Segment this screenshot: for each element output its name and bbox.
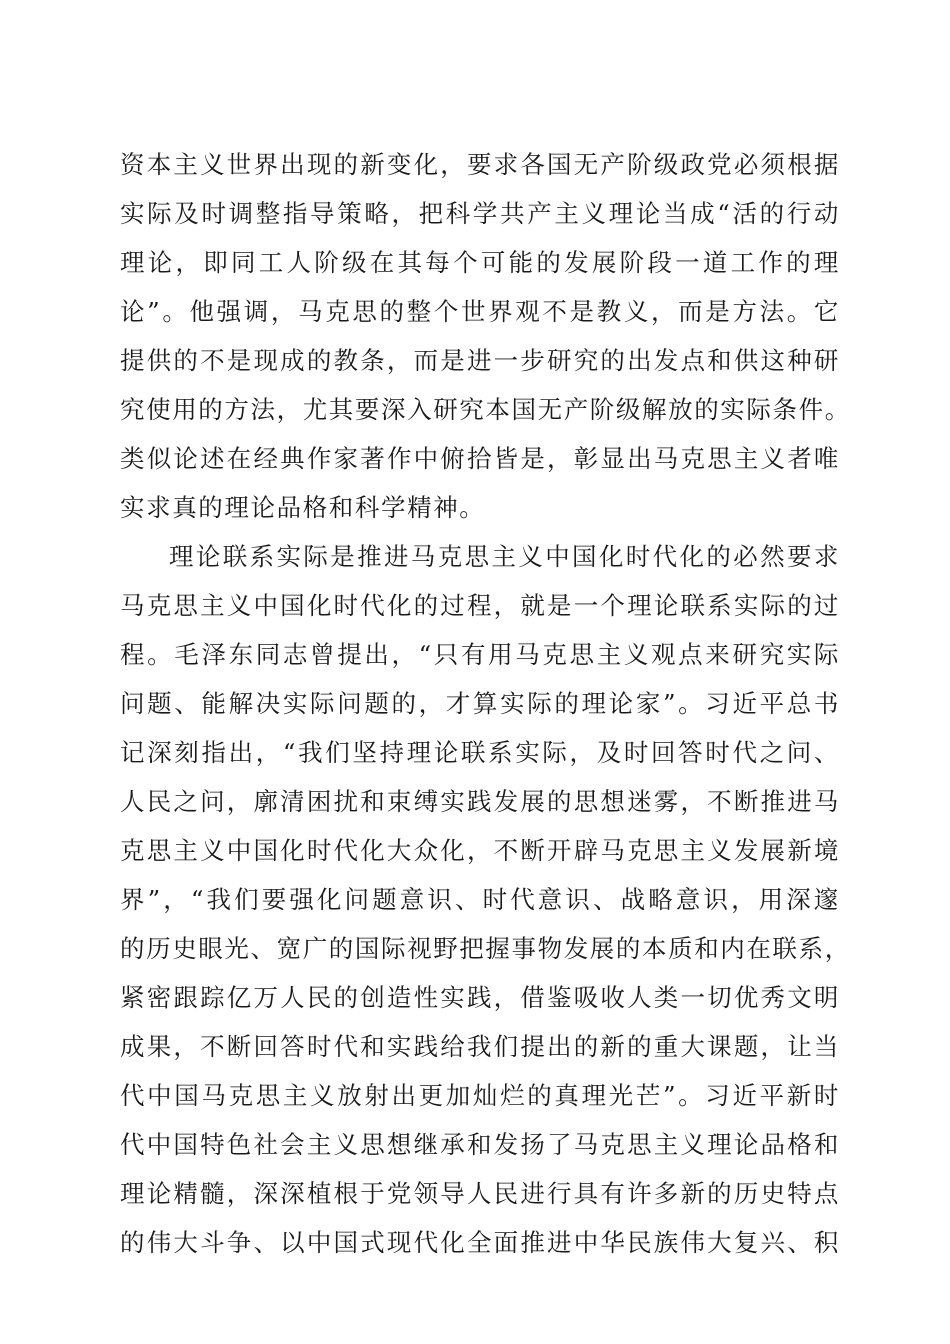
paragraph-2-line-7: 克思主义中国化时代化大众化，不断开辟马克思主义发展新境 bbox=[120, 836, 840, 865]
paragraph-2 bbox=[120, 532, 851, 1267]
paragraph-2-line-5: 记深刻指出，“我们坚持理论联系实际，及时回答时代之问、 bbox=[120, 738, 840, 767]
paragraph-2-line-11: 成果，不断回答时代和实践给我们提出的新的重大课题，让当 bbox=[120, 1032, 840, 1061]
paragraph-1-line-6: 究使用的方法，尤其要深入研究本国无产阶级解放的实际条件。 bbox=[120, 395, 851, 424]
paragraph-2-heading-line: 理论联系实际是推进马克思主义中国化时代化的必然要求 bbox=[169, 542, 840, 571]
paragraph-1-line-1: 资本主义世界出现的新变化，要求各国无产阶级政党必须根据 bbox=[120, 150, 840, 179]
paragraph-1-line-5: 提供的不是现成的教条，而是进一步研究的出发点和供这种研 bbox=[120, 346, 840, 375]
paragraph-1-line-3: 理论，即同工人阶级在其每个可能的发展阶段一道工作的理 bbox=[120, 248, 840, 277]
paragraph-2-line-12: 代中国马克思主义放射出更加灿烂的真理光芒”。习近平新时 bbox=[120, 1081, 840, 1110]
paragraph-2-line-2: 马克思主义中国化时代化的过程，就是一个理论联系实际的过 bbox=[120, 591, 840, 620]
paragraph-1-line-8: 实求真的理论品格和科学精神。 bbox=[120, 493, 486, 522]
paragraph-2-line-15: 的伟大斗争、以中国式现代化全面推进中华民族伟大复兴、积 bbox=[120, 1228, 840, 1257]
paragraph-2-line-9: 的历史眼光、宽广的国际视野把握事物发展的本质和内在联系， bbox=[120, 934, 851, 963]
paragraph-2-line-8: 界”，“我们要强化问题意识、时代意识、战略意识，用深邃 bbox=[120, 885, 840, 914]
paragraph-2-line-6: 人民之问，廓清困扰和束缚实践发展的思想迷雾，不断推进马 bbox=[120, 787, 840, 816]
paragraph-2-line-3: 程。毛泽东同志曾提出，“只有用马克思主义观点来研究实际 bbox=[120, 640, 840, 669]
paragraph-1-line-2: 实际及时调整指导策略，把科学共产主义理论当成“活的行动 bbox=[120, 199, 840, 228]
paragraph-1 bbox=[120, 140, 851, 532]
paragraph-2-line-13: 代中国特色社会主义思想继承和发扬了马克思主义理论品格和 bbox=[120, 1130, 840, 1159]
paragraph-1-line-7: 类似论述在经典作家著作中俯拾皆是，彰显出马克思主义者唯 bbox=[120, 444, 840, 473]
paragraph-2-line-4: 问题、能解决实际问题的，才算实际的理论家”。习近平总书 bbox=[120, 689, 840, 718]
paragraph-2-line-14: 理论精髓，深深植根于党领导人民进行具有许多新的历史特点 bbox=[120, 1179, 840, 1208]
paragraph-2-line-10: 紧密跟踪亿万人民的创造性实践，借鉴吸收人类一切优秀文明 bbox=[120, 983, 840, 1012]
paragraph-1-line-4: 论”。他强调，马克思的整个世界观不是教义，而是方法。它 bbox=[120, 297, 840, 326]
